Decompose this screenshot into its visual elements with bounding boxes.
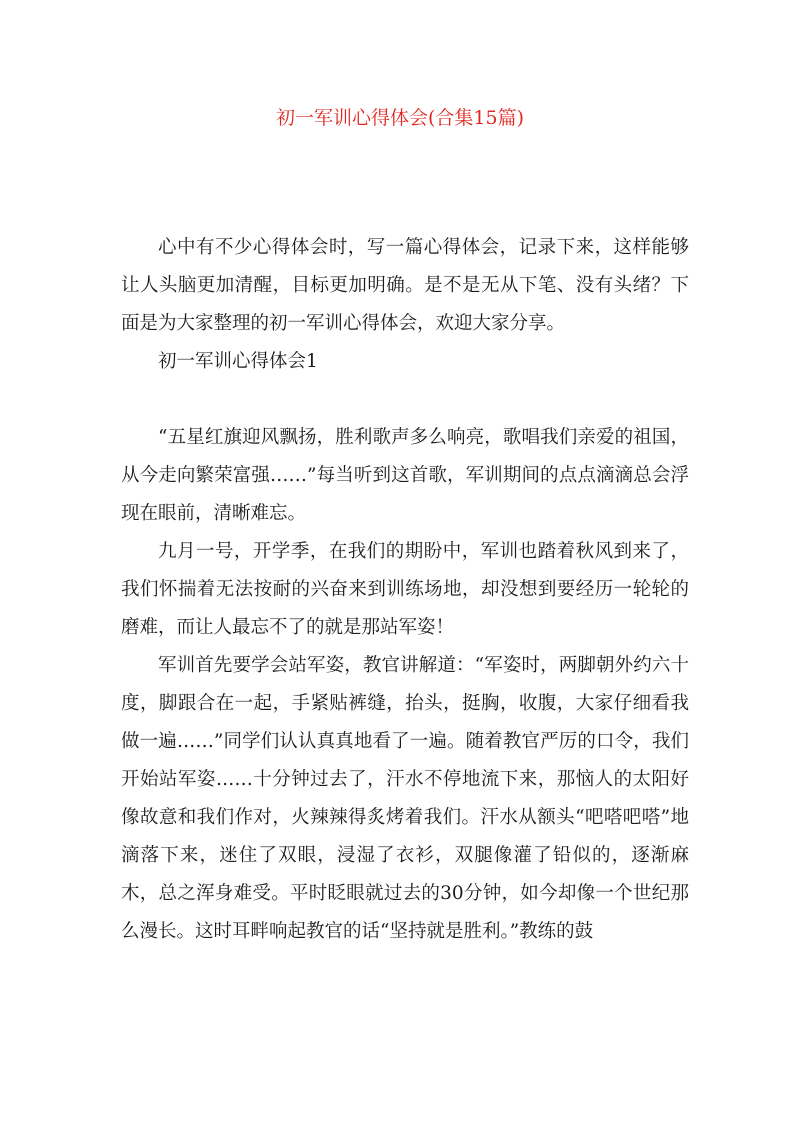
body-paragraph: “五星红旗迎风飘扬，胜利歌声多么响亮，歌唱我们亲爱的祖国，从今走向繁荣富强……”每当听到这首歌，军训期间的点点滴滴总会浮现在眼前，清晰难忘。: [121, 427, 689, 524]
section-heading: 初一军训心得体会1: [158, 351, 318, 372]
document-title: 初一军训心得体会(合集15篇): [275, 107, 524, 129]
body-paragraph: 九月一号，开学季，在我们的期盼中，军训也踏着秋风到来了，我们怀揣着无法按耐的兴奋来到训练场地，却没想到要经历一轮轮的磨难，而让人最忘不了的就是那站军姿！: [121, 541, 689, 638]
document-body: [121, 229, 689, 951]
blank-line: [121, 381, 689, 419]
body-paragraph: 军训首先要学会站军姿，教官讲解道：“军姿时，两脚朝外约六十度，脚跟合在一起，手紧贴裤缝，抬头，挺胸，收腹，大家仔细看我做一遍……”同学们认认真真地看了一遍。随着教官严厉的口令，我们开始站军姿……十分钟过去了，汗水不停地流下来，那恼人的太阳好像故意和我们作对，火辣辣得炙烤着我们。汗水从额头“吧嗒吧嗒”地滴落下来，迷住了双眼，浸湿了衣衫，双腿像灌了铅似的，逐渐麻木，总之浑身难受。平时眨眼就过去的30分钟，如今却像一个世纪那么漫长。这时耳畔响起教官的话“坚持就是胜利。”教练的鼓: [121, 655, 689, 942]
intro-paragraph: 心中有不少心得体会时，写一篇心得体会，记录下来，这样能够让人头脑更加清醒，目标更加明确。是不是无从下笔、没有头绪？下面是为大家整理的初一军训心得体会，欢迎大家分享。: [121, 237, 689, 334]
